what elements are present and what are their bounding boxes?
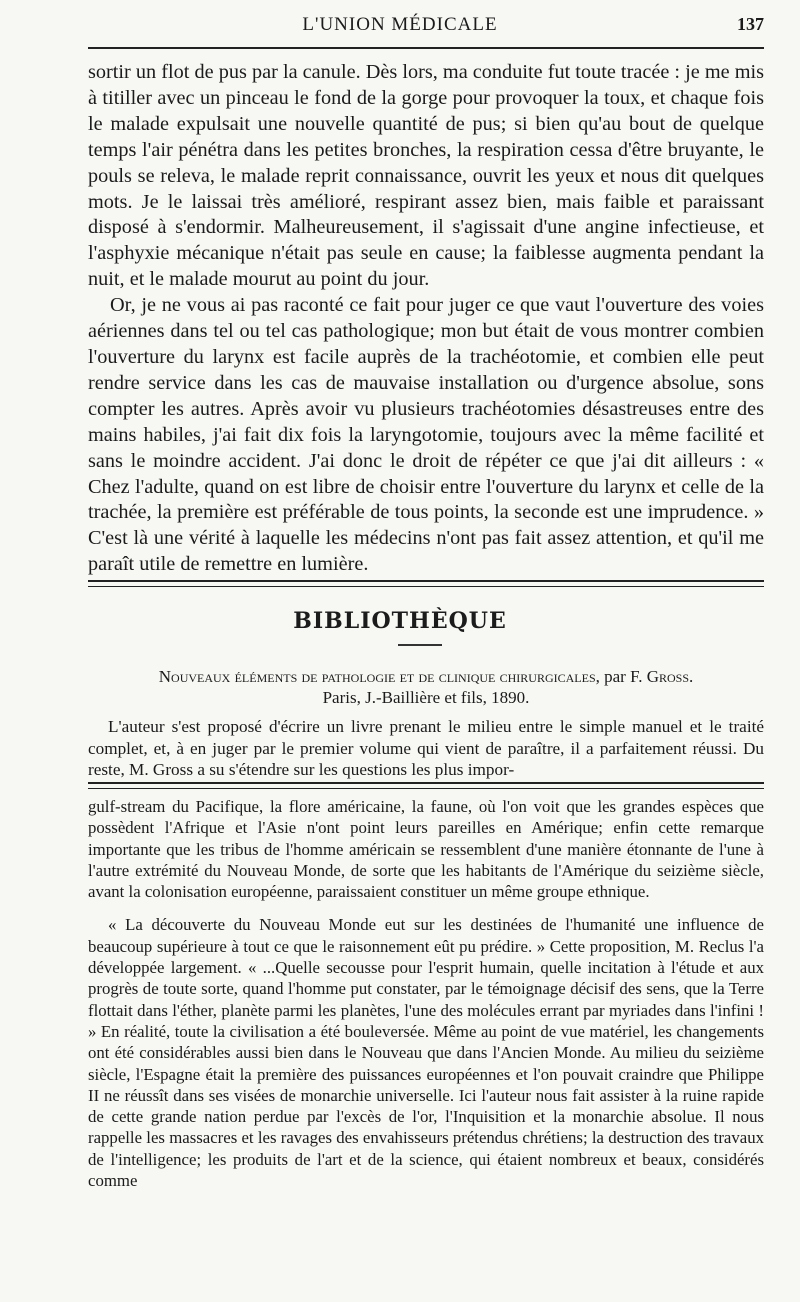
main-text bbox=[88, 60, 764, 578]
section-heading: BIBLIOTHÈQUE bbox=[293, 608, 507, 634]
book-review bbox=[88, 666, 764, 781]
journal-title: L'UNION MÉDICALE bbox=[302, 14, 498, 35]
main-paragraph-1: sortir un flot de pus par la canule. Dès lors, ma conduite fut toute tracée : je me mis à titiller avec un pinceau le fond de la gorge pour provoquer la toux, et chaque fois le malade expulsait une nouvelle quantité de pus; si bien qu'au bout de quelque temps l'air pénétra dans les petites bronches, la respiration cessa d'être bruyante, le pouls se releva, le malade reprit connaissance, ouvrit les yeux et nous dit quelques mots. Je le laissai très amélioré, respirant assez bien, mais faible et paraissant disposé à s'endormir. Malheureusement, il s'agissait d'une angine infectieuse, et l'asphyxie mécanique n'était pas seule en cause; la faiblesse augmenta pendant la nuit, et le malade mourut au point du jour. bbox=[88, 61, 764, 291]
feuilleton-paragraph-1: gulf-stream du Pacifique, la flore américaine, la faune, où l'on voit que les grandes espèces que possèdent l'Afrique et l'Asie n'ont point leurs pareilles en Amérique; enfin cette remarque importante que les tribus de l'homme américain se ressemblent d'une manière étonnante de l'une à l'autre extrémité du Nouveau Monde, de sorte que les habitants de l'Amérique du seizième siècle, avant la colonisation européenne, paraissaient constituer un même groupe ethnique. bbox=[88, 797, 764, 902]
book-by: par bbox=[604, 667, 626, 686]
book-author: F. Gross. bbox=[630, 667, 694, 686]
review-text: L'auteur s'est proposé d'écrire un livre prenant le milieu entre le simple manuel et le traité complet, et, à en juger par le premier volume qui vient de paraître, il a parfaitement réussi. Du reste, M. Gross a su s'étendre sur les questions les plus impor- bbox=[88, 717, 764, 779]
section-divider bbox=[88, 580, 764, 587]
book-publisher: Paris, J.-Baillière et fils, 1890. bbox=[322, 688, 530, 707]
book-title: Nouveaux éléments de pathologie et de clinique chirurgicales, bbox=[158, 667, 600, 686]
feuilleton-text bbox=[88, 796, 764, 1191]
book-reference bbox=[88, 666, 764, 687]
feuilleton-paragraph-2: « La découverte du Nouveau Monde eut sur les destinées de l'humanité une influence de beaucoup supérieure à tout ce que le raisonnement eût pu prédire. » Cette proposition, M. Reclus l'a développée largement. « ...Quelle secousse pour l'esprit humain, quelle incitation à l'étude et aux progrès de toute sorte, quand l'homme put constater, par le témoignage décisif des sens, que la Terre flottait dans l'éther, planète parmi les planètes, l'une des molécules errant par myriades dans l'infini ! » En réalité, toute la civilisation a été bouleversée. Même au point de vue matériel, les changements ont été considérables aussi bien dans le Nouveau que dans l'Ancien Monde. Au milieu du seizième siècle, l'Espagne était la première des puissances européennes et l'on pouvait craindre que Philippe II ne réussît dans ses visées de monarchie universelle. Ici l'auteur nous fait assister à la ruine rapide de cette grande nation perdue par l'excès de l'or, l'Inquisition et la monarchie absolue. Il nous rappelle les massacres et les ravages des envahisseurs prétendus chrétiens; la destruction des travaux de l'intelligence; les produits de l'art et de la science, qui étaient nombreux et beaux, considérés comme bbox=[88, 915, 764, 1191]
main-paragraph-2: Or, je ne vous ai pas raconté ce fait pour juger ce que vaut l'ouverture des voies aériennes dans tel ou tel cas pathologique; mon but était de vous montrer combien l'ouverture du larynx est facile auprès de la trachéotomie, et combien elle peut rendre service dans les cas de mauvaise installation ou d'urgence absolue, sons compter les autres. Après avoir vu plusieurs trachéotomies désastreuses entre des mains habiles, j'ai fait dix fois la laryngotomie, toujours avec la même facilité et sans le moindre accident. J'ai donc le droit de répéter ce que j'ai dit ailleurs : « Chez l'adulte, quand on est libre de choisir entre l'ouverture du larynx et celle de la trachée, la première est préférable de tous points, la seconde est une imprudence. » C'est là une vérité à laquelle les médecins n'ont pas fait assez attention, et qu'il me paraît utile de remettre en lumière. bbox=[88, 294, 764, 576]
heading-underline bbox=[398, 644, 442, 646]
page-number: 137 bbox=[737, 14, 764, 34]
running-header bbox=[0, 14, 800, 44]
feuilleton-divider bbox=[88, 782, 764, 789]
header-rule bbox=[88, 47, 764, 49]
